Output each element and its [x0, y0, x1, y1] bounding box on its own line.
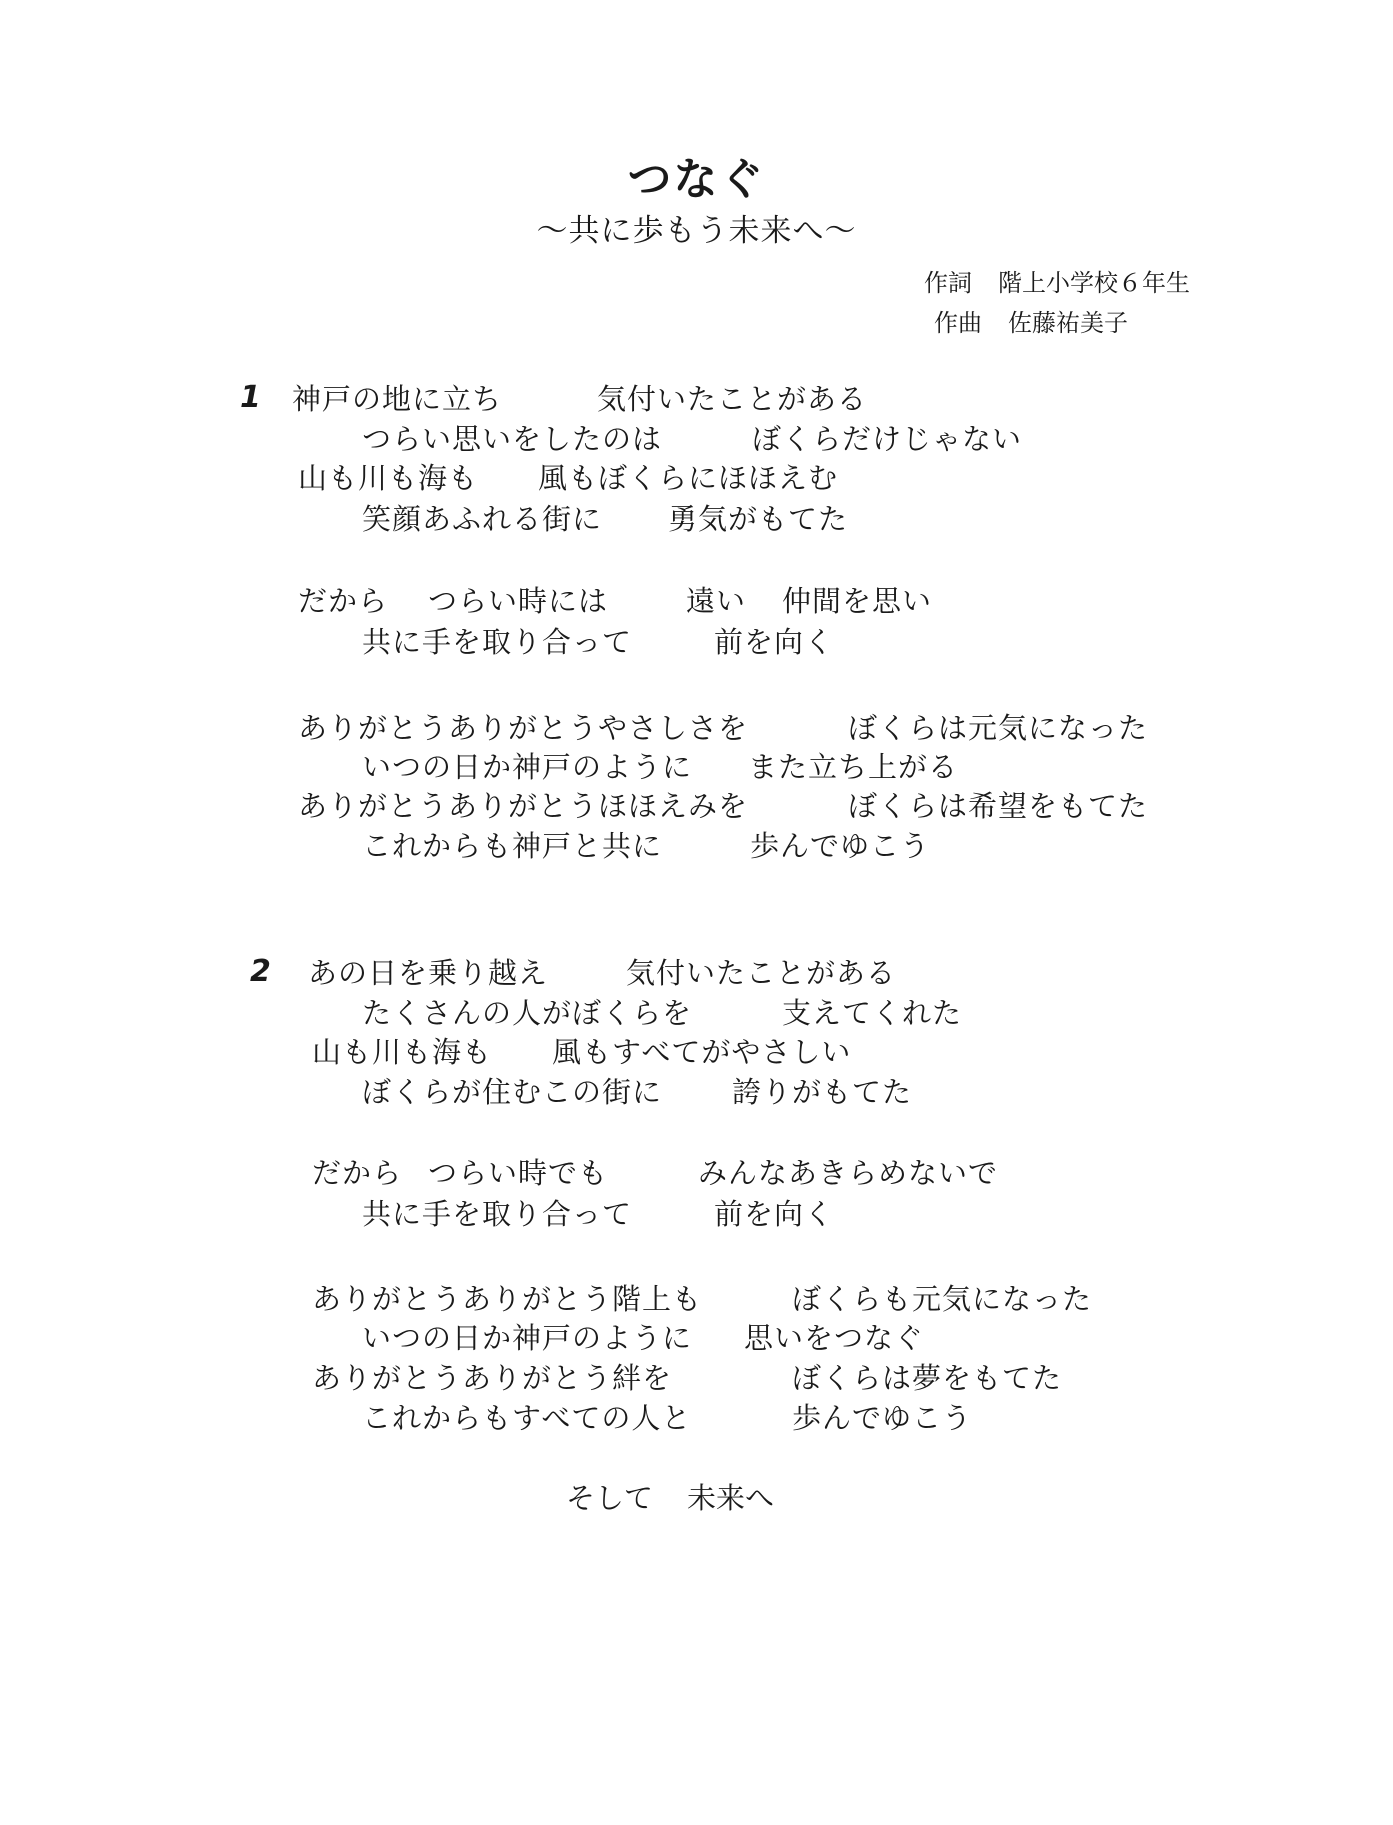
- lyric-phrase: これからも神戸と共に: [362, 829, 663, 863]
- lyric-phrase: 風もすべてがやさしい: [552, 1035, 852, 1069]
- lyric-phrase: 風もぼくらにほほえむ: [538, 461, 839, 495]
- composer-name: 佐藤祐美子: [1008, 309, 1128, 337]
- lyric-phrase: 笑顔あふれる街に: [362, 502, 603, 536]
- lyric-phrase: ぼくらも元気になった: [792, 1282, 1093, 1316]
- lyric-phrase: 歩んでゆこう: [792, 1401, 973, 1435]
- lyric-phrase: 気付いたことがある: [597, 382, 868, 416]
- lyric-phrase: あの日を乗り越え: [308, 956, 549, 990]
- lyric-phrase: つらい時でも: [428, 1156, 609, 1190]
- lyricist-credit: [924, 271, 1190, 295]
- lyric-phrase: 気付いたことがある: [626, 956, 897, 990]
- lyric-phrase: つらい時には: [428, 584, 609, 618]
- lyric-phrase: だから: [298, 584, 389, 618]
- lyric-phrase: たくさんの人がぼくらを: [362, 996, 693, 1030]
- lyric-phrase: いつの日か神戸のように: [362, 1321, 693, 1355]
- ending-phrase: 未来へ: [687, 1481, 775, 1515]
- lyric-phrase: 仲間を思い: [782, 584, 933, 618]
- composer-role: 作曲: [934, 309, 982, 337]
- lyric-phrase: 前を向く: [714, 625, 835, 659]
- lyric-phrase: 共に手を取り合って: [362, 625, 633, 659]
- lyric-phrase: 山も川も海も: [312, 1035, 493, 1069]
- lyric-phrase: ありがとうありがとうやさしさを: [298, 711, 749, 745]
- lyric-phrase: 支えてくれた: [782, 996, 963, 1030]
- lyric-phrase: だから: [312, 1156, 403, 1190]
- verse-1-number: 1: [240, 380, 261, 415]
- lyric-phrase: ありがとうありがとう階上も: [312, 1282, 703, 1316]
- lyric-phrase: 歩んでゆこう: [750, 829, 931, 863]
- lyric-phrase: 誇りがもてた: [732, 1075, 913, 1109]
- lyric-phrase: 前を向く: [714, 1197, 835, 1231]
- lyric-phrase: 遠い: [686, 584, 747, 618]
- lyric-phrase: みんなあきらめないで: [698, 1156, 999, 1190]
- ending-phrase: そして: [566, 1481, 654, 1515]
- lyric-phrase: ぼくらは元気になった: [848, 711, 1149, 745]
- song-subtitle: 〜共に歩もう未来へ〜: [536, 213, 857, 249]
- song-title: つなぐ: [627, 154, 766, 205]
- lyric-phrase: ぼくらだけじゃない: [752, 422, 1023, 456]
- lyric-phrase: 共に手を取り合って: [362, 1197, 633, 1231]
- lyricist-name: 階上小学校６年生: [998, 269, 1190, 297]
- lyric-phrase: これからもすべての人と: [362, 1401, 692, 1435]
- ending-line: [566, 1481, 775, 1515]
- lyric-phrase: 勇気がもてた: [668, 502, 849, 536]
- lyric-phrase: ぼくらが住むこの街に: [362, 1075, 663, 1109]
- lyric-phrase: ぼくらは夢をもてた: [792, 1361, 1063, 1395]
- lyric-phrase: 思いをつなぐ: [744, 1321, 925, 1355]
- lyric-phrase: 山も川も海も: [298, 461, 479, 495]
- lyric-phrase: つらい思いをしたのは: [362, 422, 663, 456]
- lyric-phrase: ありがとうありがとう絆を: [312, 1361, 673, 1395]
- lyric-phrase: いつの日か神戸のように: [362, 750, 693, 784]
- lyric-phrase: 神戸の地に立ち: [292, 382, 503, 416]
- lyric-phrase: また立ち上がる: [748, 750, 959, 784]
- lyricist-role: 作詞: [924, 269, 972, 297]
- lyric-phrase: ぼくらは希望をもてた: [848, 789, 1149, 823]
- lyric-phrase: ありがとうありがとうほほえみを: [298, 789, 749, 823]
- verse-2-number: 2: [250, 954, 271, 989]
- composer-credit: [934, 311, 1128, 335]
